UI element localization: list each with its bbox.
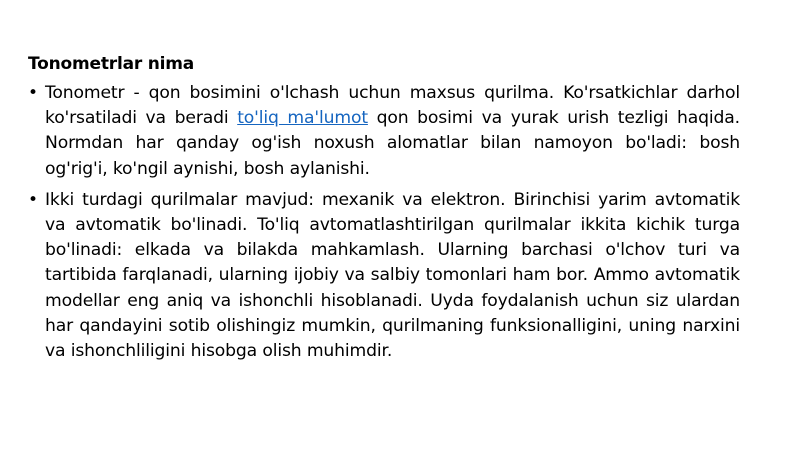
full-info-link[interactable]: to'liq ma'lumot (237, 108, 368, 129)
bullet-1-text-before: Tonometr - qon bosimini o'lchash uchun maxsus qurilma. Ko'rsatkichlar darhol ko'rsatiladi va beradi (45, 83, 740, 129)
bullet-item-1 (28, 81, 740, 182)
bullet-list (28, 81, 740, 364)
bullet-dot-icon: • (28, 189, 38, 210)
bullet-1-text-after: qon bosimi va yurak urish tezligi haqida. Normdan har qanday og'ish noxush alomatlar bilan namoyon bo'ladi: bosh og'rig'i, ko'ngil aynishi, bosh aylanishi. (45, 108, 740, 179)
bullet-dot-icon: • (28, 83, 38, 103)
bullet-item-2 (28, 188, 740, 364)
slide-heading: Tonometrlar nima (28, 54, 195, 74)
bullet-2-text: Ikki turdagi qurilmalar mavjud: mexanik va elektron. Birinchisi yarim avtomatik va avtomatik bo'linadi. To'liq avtomatlashtirilgan qurilmalar ikkita kichik turga bo'linadi: elkada va bilakda mahkamlash. Ularning barchasi o'lchov turi va tartibida farqlanadi, ularning ijobiy va salbiy tomonlari ham bor. Ammo avtomatik modellar eng aniq va ishonchli hisoblanadi. Uyda foydalanish uchun siz ulardan har qandayini sotib olishingiz mumkin, qurilmaning funksionalligini, uning narxini va ishonchliligini hisobga olish muhimdir. (45, 189, 740, 362)
slide-content (28, 52, 740, 370)
